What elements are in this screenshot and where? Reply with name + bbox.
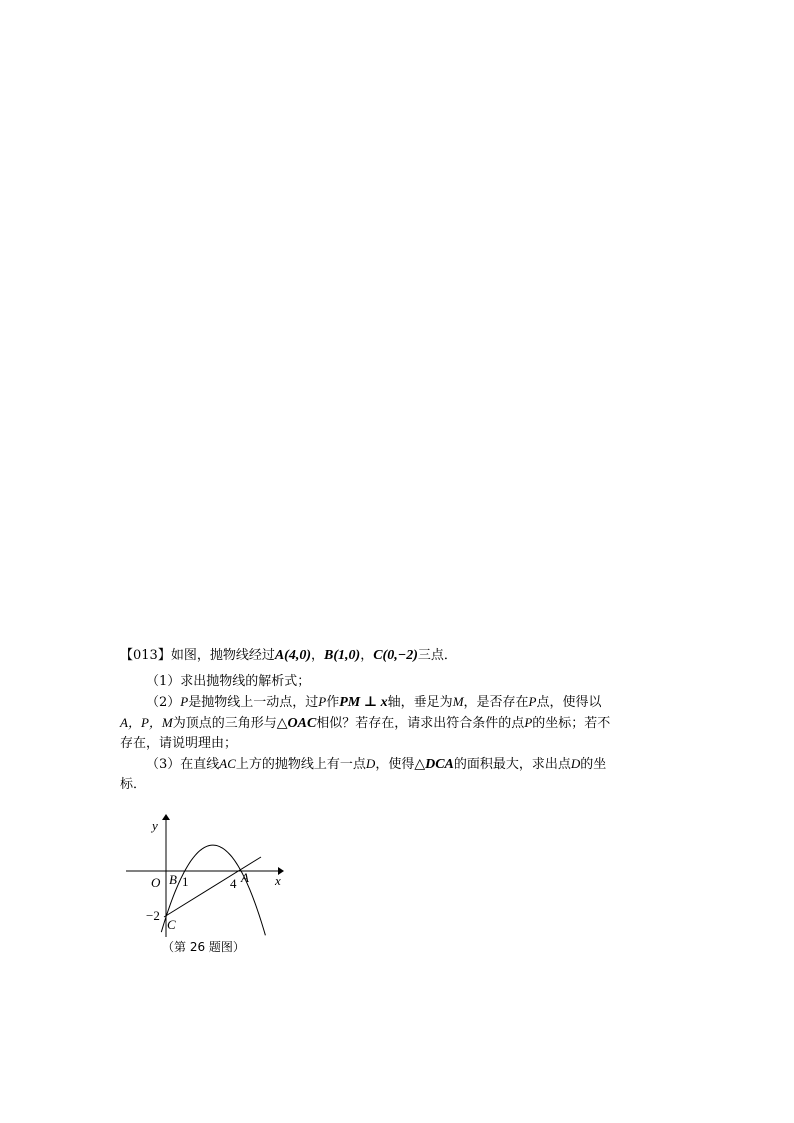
parabola-curve: [161, 845, 265, 935]
problem-013: [120, 646, 680, 795]
point-c-label: C: [167, 917, 176, 932]
q2-text-a: 为顶点的三角形与: [172, 716, 277, 731]
q2-text-f: 点，使得以: [536, 695, 602, 710]
q2-triangle-oac: △OAC: [276, 716, 317, 731]
problem-number: 【013】: [120, 648, 171, 663]
point-b-label: B: [169, 872, 177, 887]
q2-text-b: 是抛物线上一动点，过: [188, 695, 319, 710]
question-1: （1）求出抛物线的解析式；: [146, 674, 311, 689]
intro-text: 如图，抛物线经过: [170, 648, 275, 663]
q2-apm: A，P，M: [120, 715, 173, 730]
question-2-line-1: [120, 692, 680, 713]
q2-text-c: 作: [326, 695, 340, 710]
tick-minus-2-label: −2: [146, 908, 160, 923]
intro-tail: 三点．: [417, 648, 457, 663]
parabola-figure: [120, 812, 300, 962]
figure-caption: （第 26 题图）: [162, 940, 245, 954]
q3-text-e: 的坐: [580, 757, 607, 772]
point-b: B(1,0): [324, 648, 361, 663]
q3-d: D: [365, 756, 376, 771]
point-a: A(4,0): [274, 648, 312, 663]
q3-d: D: [570, 756, 581, 771]
q3-ac: AC: [219, 756, 236, 771]
question-3-line-2: 标．: [120, 777, 147, 792]
line-ac: [164, 857, 261, 917]
point-a-label: A: [241, 870, 249, 885]
q2-p: P: [180, 694, 189, 709]
question-2-line-3: 存在，请说明理由；: [120, 736, 238, 751]
q3-text-b: 上方的抛物线上有一点: [235, 757, 366, 772]
problem-intro: 【013】如图，抛物线经过A(4,0)，B(1,0)，C(0,−2)三点．: [120, 648, 457, 663]
tick-1-label: 1: [182, 874, 189, 889]
q3-text-c: ，使得: [375, 757, 415, 772]
q2-number: （2）: [146, 695, 181, 710]
y-axis-arrow: [162, 814, 170, 820]
point-c: C(0,−2): [373, 648, 418, 663]
x-axis-label: x: [275, 873, 281, 888]
parabola-diagram: [120, 812, 300, 942]
q2-p: P: [528, 694, 537, 709]
q3-triangle-dca: △DCA: [414, 757, 454, 772]
q2-text-b: 相似？若存在，请求出符合条件的点: [316, 716, 525, 731]
tick-4-label: 4: [230, 876, 237, 891]
q3-text-a: （3）在直线: [146, 757, 220, 772]
q2-pm-perp-x: PM ⊥ x: [339, 695, 388, 710]
question-2-line-2: [120, 713, 680, 734]
q2-p: P: [318, 694, 327, 709]
q2-text-d: 轴，垂足为: [387, 695, 453, 710]
q3-text-d: 的面积最大，求出点: [453, 757, 571, 772]
q2-p: P: [524, 715, 533, 730]
q2-m: M: [452, 694, 464, 709]
y-axis-label: y: [152, 818, 158, 833]
q2-text-c: 的坐标；若不: [532, 716, 611, 731]
q2-text-e: ，是否存在: [463, 695, 529, 710]
origin-label: O: [151, 875, 161, 890]
question-3-line-1: [120, 754, 680, 775]
